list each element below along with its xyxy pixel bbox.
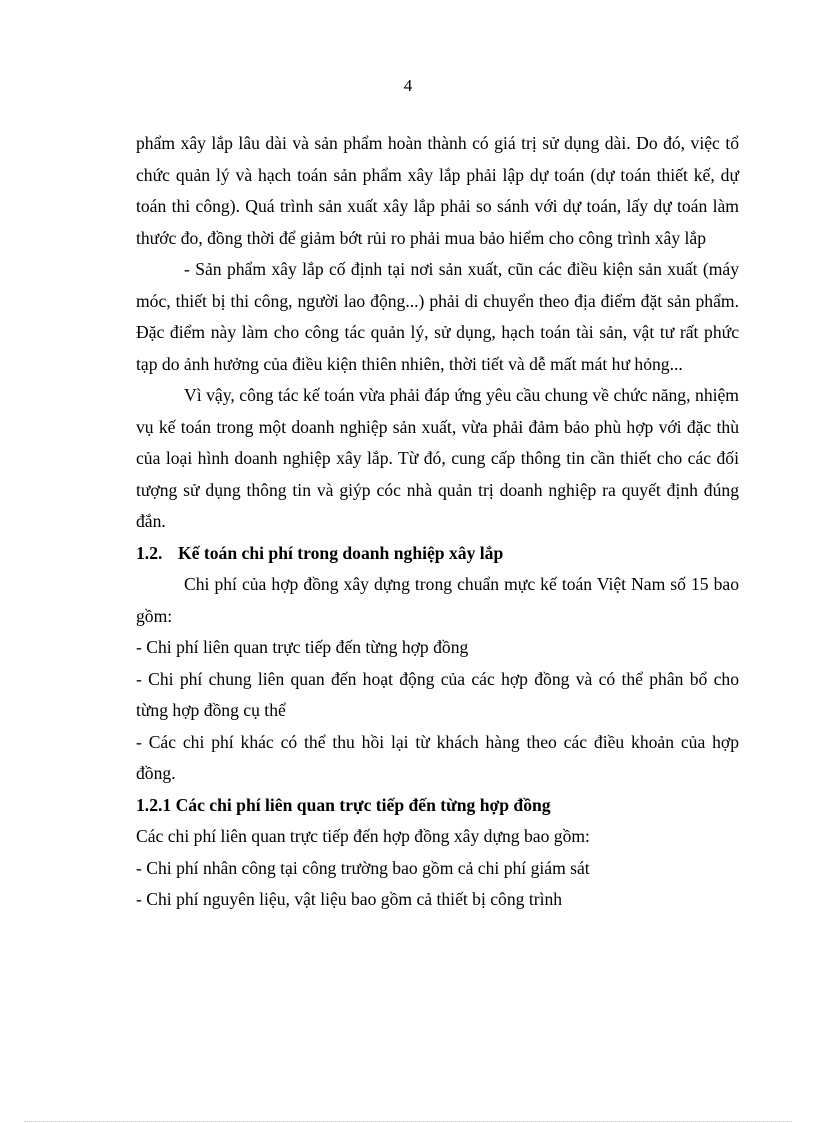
list-item: - Chi phí nguyên liệu, vật liệu bao gồm cả thiết bị công trình [136,889,563,909]
list-item: - Các chi phí khác có thể thu hồi lại từ khách hàng theo các điều khoản của hợp đồng. [136,731,739,783]
section-heading [136,538,739,570]
subsection-heading: 1.2.1 Các chi phí liên quan trực tiếp đến từng hợp đồng [136,794,551,815]
section-title: Kế toán chi phí trong doanh nghiệp xây lắp [178,542,504,563]
paragraph: - Sản phẩm xây lắp cố định tại nơi sản xuất, cũn các điều kiện sản xuất (máy móc, thiết bị thi công, người lao động...) phải di chuyển theo địa điểm đặt sản phẩm. Đặc điểm này làm cho công tác quản lý, sử dụng, hạch toán tài sản, vật tư rất phức tạp do ảnh hưởng của điều kiện thiên nhiên, thời tiết và dễ mất mát hư hỏng... [136,259,739,374]
page-number: 4 [403,76,413,95]
section-number: 1.2. [136,542,163,563]
paragraph: Chi phí của hợp đồng xây dựng trong chuẩn mực kế toán Việt Nam số 15 bao gồm: [136,574,739,626]
paragraph: phẩm xây lắp lâu dài và sản phẩm hoàn thành có giá trị sử dụng dài. Do đó, việc tổ chức quản lý và hạch toán sản phẩm xây lắp phải lập dự toán (dự toán thiết kế, dự toán thi công). Quá trình sản xuất xây lắp phải so sánh với dự toán, lấy dự toán làm thước đo, đồng thời để giảm bớt rủi ro phải mua bảo hiểm cho công trình xây lắp [136,133,739,248]
paragraph: Các chi phí liên quan trực tiếp đến hợp đồng xây dựng bao gồm: [136,826,590,846]
list-item: - Chi phí liên quan trực tiếp đến từng hợp đồng [136,637,469,657]
list-item: - Chi phí nhân công tại công trường bao gồm cả chi phí giám sát [136,857,590,878]
page-bottom-divider [24,1121,792,1122]
paragraph: Vì vậy, công tác kế toán vừa phải đáp ứng yêu cầu chung về chức năng, nhiệm vụ kế toán trong một doanh nghiệp sản xuất, vừa phải đảm bảo phù hợp với đặc thù của loại hình doanh nghiệp xây lắp. Từ đó, cung cấp thông tin cần thiết cho các đối tượng sử dụng thông tin và giýp cóc nhà quản trị doanh nghiệp ra quyết định đúng đắn. [136,385,739,531]
document-body [136,128,739,916]
list-item: - Chi phí chung liên quan đến hoạt động của các hợp đồng và có thể phân bổ cho từng hợp đồng cụ thể [136,668,739,720]
